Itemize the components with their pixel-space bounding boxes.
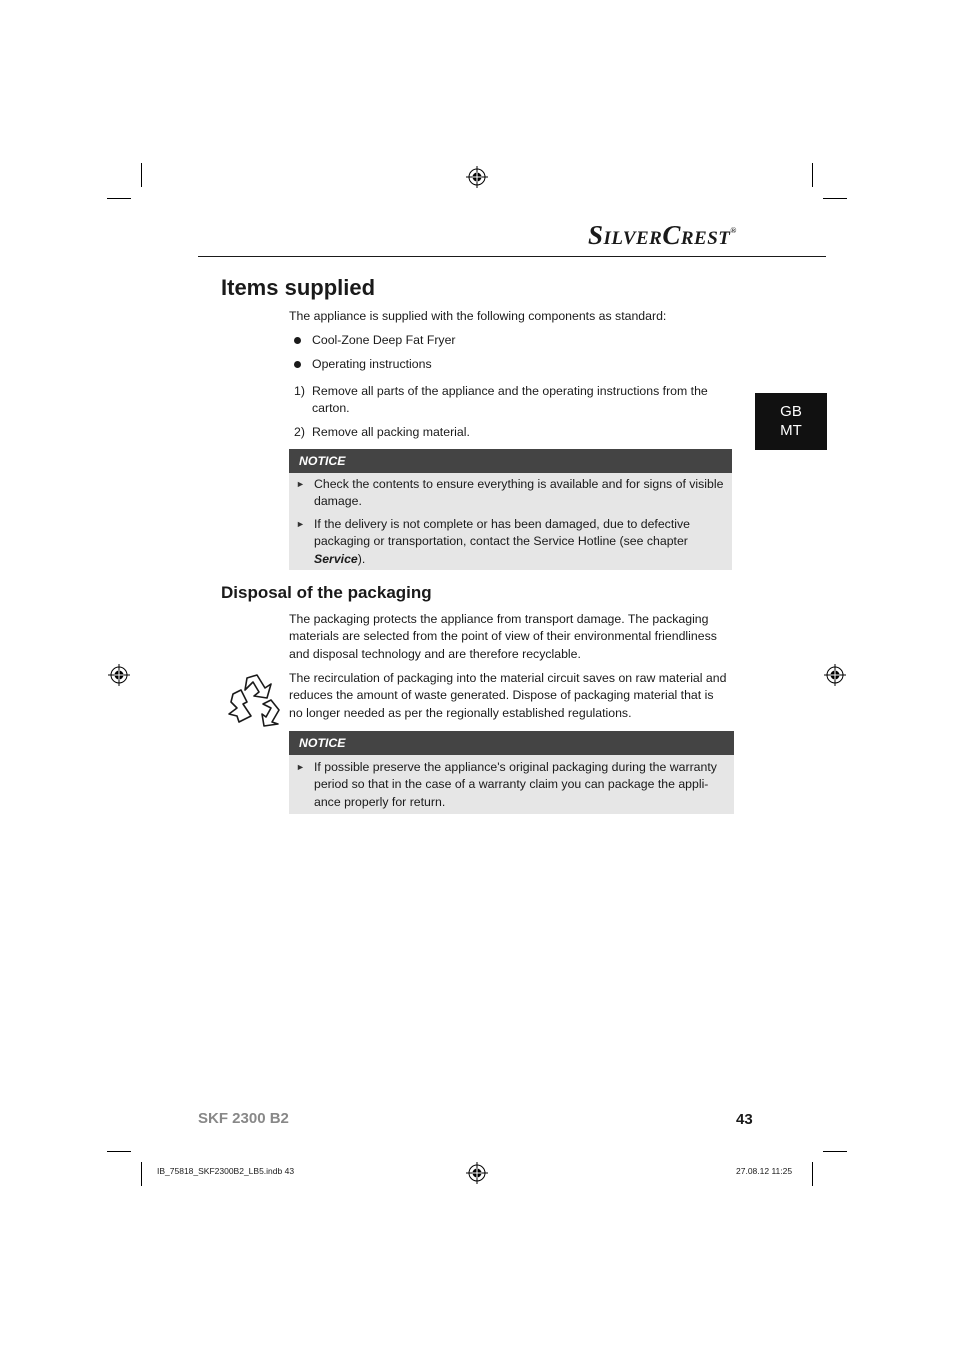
model-number: SKF 2300 B2 bbox=[198, 1110, 289, 1127]
chapter-reference: Service bbox=[314, 551, 358, 566]
notice-item: If possible preserve the appliance's original packaging during the warranty period so that in the case of a warranty claim you can package the appli- ance properly for return. bbox=[314, 760, 717, 809]
arrow-bullet-icon: ► bbox=[296, 519, 305, 529]
step-number: 2) bbox=[294, 425, 305, 439]
language-code-gb: GB bbox=[780, 403, 802, 420]
paragraph: The packaging protects the appliance from transport damage. The packaging materials are selected from the point of view of their environmental friendliness and disposal technology and are therefore recyclable. bbox=[289, 612, 717, 661]
registration-mark-icon bbox=[108, 664, 130, 686]
arrow-bullet-icon: ► bbox=[296, 762, 305, 772]
arrow-bullet-icon: ► bbox=[296, 479, 305, 489]
section-title-disposal: Disposal of the packaging bbox=[221, 583, 432, 602]
registration-mark-icon bbox=[466, 1162, 488, 1184]
registration-mark-icon bbox=[466, 166, 488, 188]
list-item: Operating instructions bbox=[312, 357, 432, 371]
slug-file: IB_75818_SKF2300B2_LB5.indb 43 bbox=[157, 1166, 295, 1176]
bullet-icon bbox=[294, 337, 301, 344]
crop-mark bbox=[141, 163, 142, 187]
brand-logo: SILVERCREST® bbox=[588, 220, 737, 250]
crop-mark bbox=[812, 1162, 813, 1186]
language-code-mt: MT bbox=[780, 422, 802, 439]
notice-item: If the delivery is not complete or has been damaged, due to defective packaging or transportation, contact the Service Hotline (see chapter Service). bbox=[314, 517, 690, 566]
crop-mark bbox=[823, 198, 847, 199]
crop-mark bbox=[823, 1151, 847, 1152]
paragraph: The recirculation of packaging into the material circuit saves on raw material and reduces the amount of waste generated. Dispose of packaging material that is no longer needed as per the regionally established regulations. bbox=[289, 671, 727, 720]
step-text: Remove all parts of the appliance and the operating instructions from the carton. bbox=[312, 384, 708, 416]
notice-heading: NOTICE bbox=[289, 449, 732, 473]
bullet-icon bbox=[294, 361, 301, 368]
crop-mark bbox=[107, 1151, 131, 1152]
crop-mark bbox=[141, 1162, 142, 1186]
step-number: 1) bbox=[294, 384, 305, 398]
header-rule bbox=[198, 256, 826, 257]
step-text: Remove all packing material. bbox=[312, 425, 470, 439]
list-item: Cool-Zone Deep Fat Fryer bbox=[312, 333, 456, 347]
crop-mark bbox=[107, 198, 131, 199]
language-tab bbox=[755, 393, 827, 450]
crop-mark bbox=[812, 163, 813, 187]
intro-text: The appliance is supplied with the following components as standard: bbox=[289, 309, 667, 323]
page-number: 43 bbox=[736, 1111, 753, 1128]
recycle-icon bbox=[225, 670, 285, 728]
section-title-items-supplied: Items supplied bbox=[221, 275, 376, 300]
registration-mark-icon bbox=[824, 664, 846, 686]
notice-item: Check the contents to ensure everything is available and for signs of visible damage. bbox=[314, 477, 724, 509]
slug-date: 27.08.12 11:25 bbox=[736, 1166, 793, 1176]
notice-heading: NOTICE bbox=[289, 731, 734, 755]
